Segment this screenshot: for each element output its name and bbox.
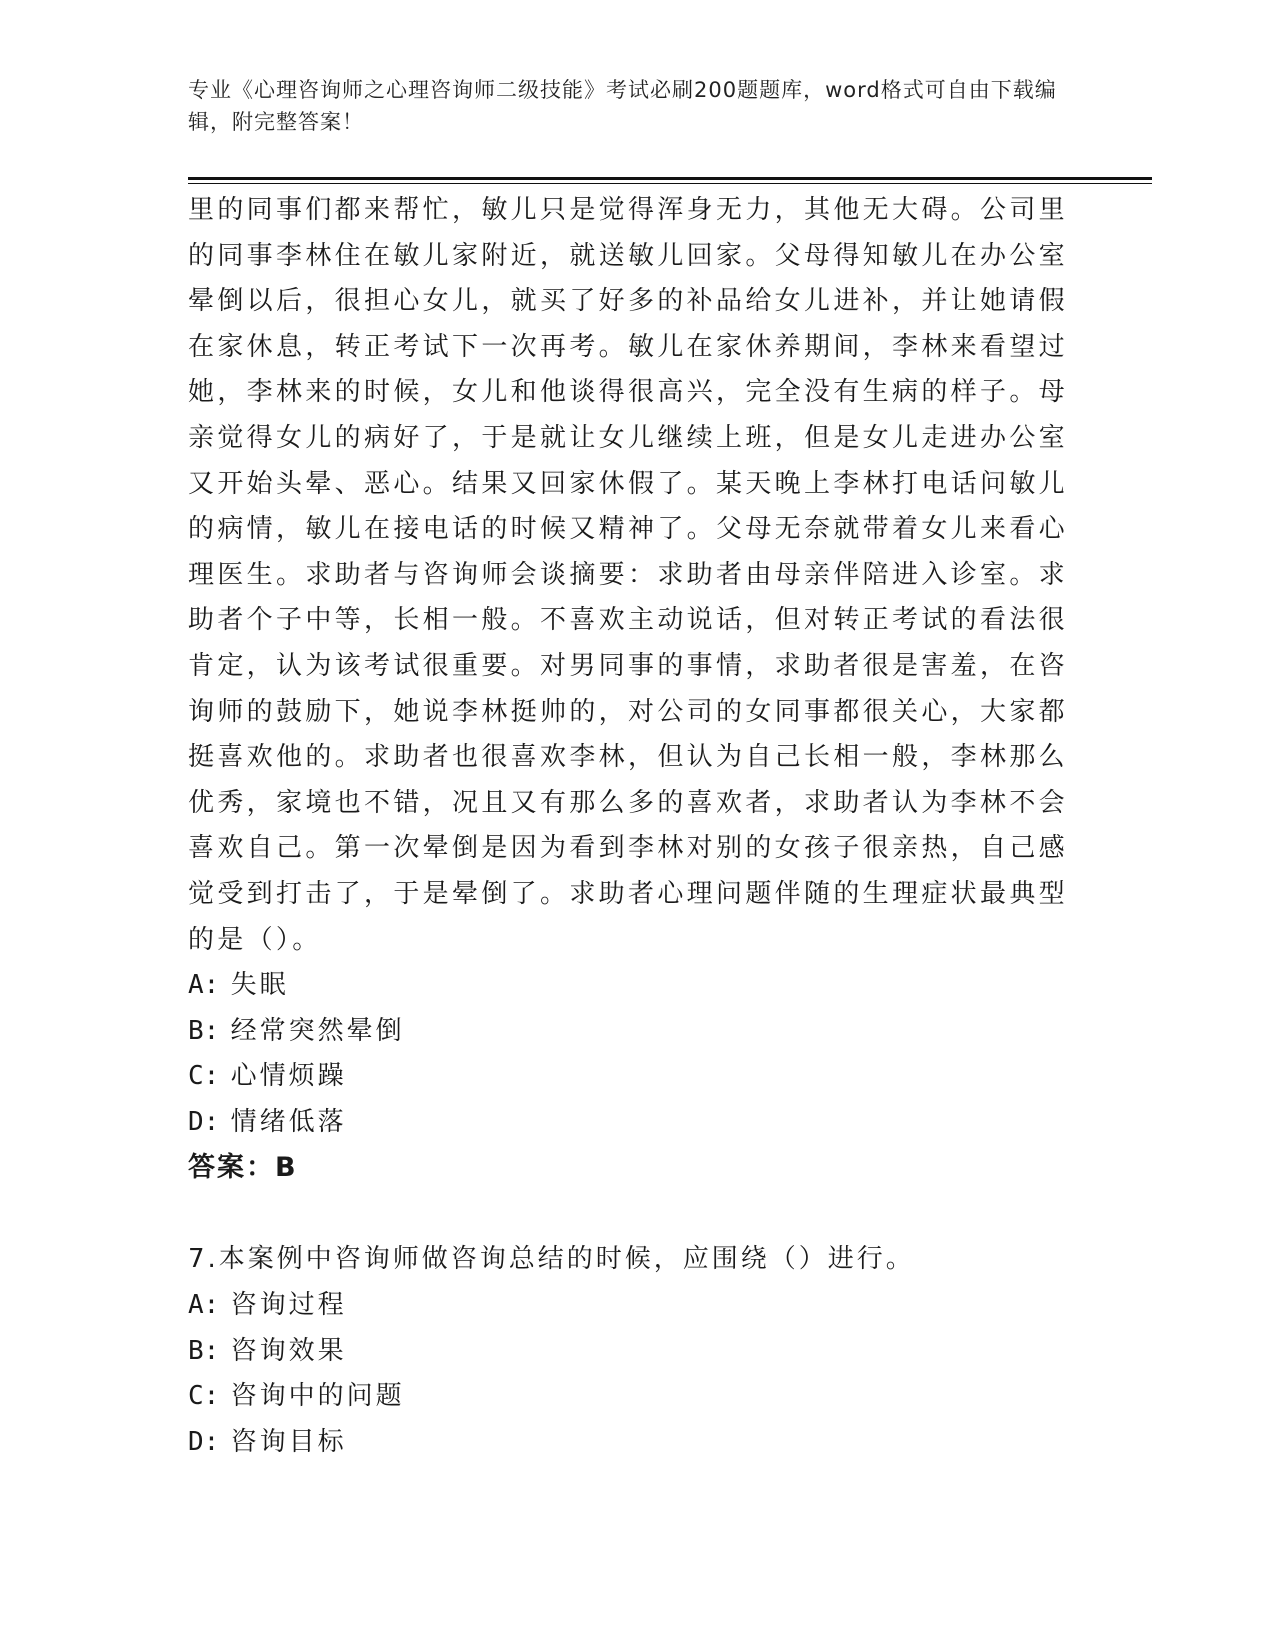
option-text: 经常突然晕倒 xyxy=(230,1015,405,1046)
option-b xyxy=(188,1009,1068,1055)
option-b xyxy=(188,1329,1068,1375)
option-text: 咨询效果 xyxy=(230,1335,347,1366)
document-body xyxy=(188,188,1068,1465)
option-a xyxy=(188,963,1068,1009)
option-a xyxy=(188,1283,1068,1329)
option-letter: B: xyxy=(188,1015,220,1046)
header-rule-thick xyxy=(188,177,1152,180)
page-header: 专业《心理咨询师之心理咨询师二级技能》考试必刷200题题库，word格式可自由下载编辑，附完整答案！ xyxy=(188,78,1057,134)
option-d xyxy=(188,1420,1068,1466)
option-text: 情绪低落 xyxy=(230,1106,347,1137)
option-d xyxy=(188,1100,1068,1146)
option-text: 心情烦躁 xyxy=(230,1061,347,1092)
option-letter: A: xyxy=(188,970,220,1001)
question-6-options xyxy=(188,963,1068,1145)
option-c xyxy=(188,1374,1068,1420)
option-letter: D: xyxy=(188,1106,220,1137)
case-passage: 里的同事们都来帮忙，敏儿只是觉得浑身无力，其他无大碍。公司里的同事李林住在敏儿家附近，就送敏儿回家。父母得知敏儿在办公室晕倒以后，很担心女儿，就买了好多的补品给女儿进补，并让她请假在家休息，转正考试下一次再考。敏儿在家休养期间，李林来看望过她，李林来的时候，女儿和他谈得很高兴，完全没有生病的样子。母亲觉得女儿的病好了，于是就让女儿继续上班，但是女儿走进办公室又开始头晕、恶心。结果又回家休假了。某天晚上李林打电话问敏儿的病情，敏儿在接电话的时候又精神了。父母无奈就带着女儿来看心理医生。求助者与咨询师会谈摘要：求助者由母亲伴陪进入诊室。求助者个子中等，长相一般。不喜欢主动说话，但对转正考试的看法很肯定，认为该考试很重要。对男同事的事情，求助者很是害羞，在咨询师的鼓励下，她说李林挺帅的，对公司的女同事都很关心，大家都挺喜欢他的。求助者也很喜欢李林，但认为自己长相一般，李林那么优秀，家境也不错，况且又有那么多的喜欢者，求助者认为李林不会喜欢自己。第一次晕倒是因为看到李林对别的女孩子很亲热，自己感觉受到打击了，于是晕倒了。求助者心理问题伴随的生理症状最典型的是（）。 xyxy=(188,195,1068,955)
option-text: 咨询中的问题 xyxy=(230,1381,405,1412)
option-text: 咨询目标 xyxy=(230,1426,347,1457)
question-7-options xyxy=(188,1283,1068,1465)
answer-line: 答案：B xyxy=(188,1152,298,1184)
option-c xyxy=(188,1054,1068,1100)
option-letter: C: xyxy=(188,1061,220,1092)
question-7-stem: 7.本案例中咨询师做咨询总结的时候，应围绕（）进行。 xyxy=(188,1244,915,1275)
option-text: 失眠 xyxy=(230,970,289,1001)
option-letter: B: xyxy=(188,1335,220,1366)
option-letter: D: xyxy=(188,1426,220,1457)
option-letter: C: xyxy=(188,1381,220,1412)
header-rule-thin xyxy=(188,183,1152,184)
option-text: 咨询过程 xyxy=(230,1290,347,1321)
option-letter: A: xyxy=(188,1290,220,1321)
